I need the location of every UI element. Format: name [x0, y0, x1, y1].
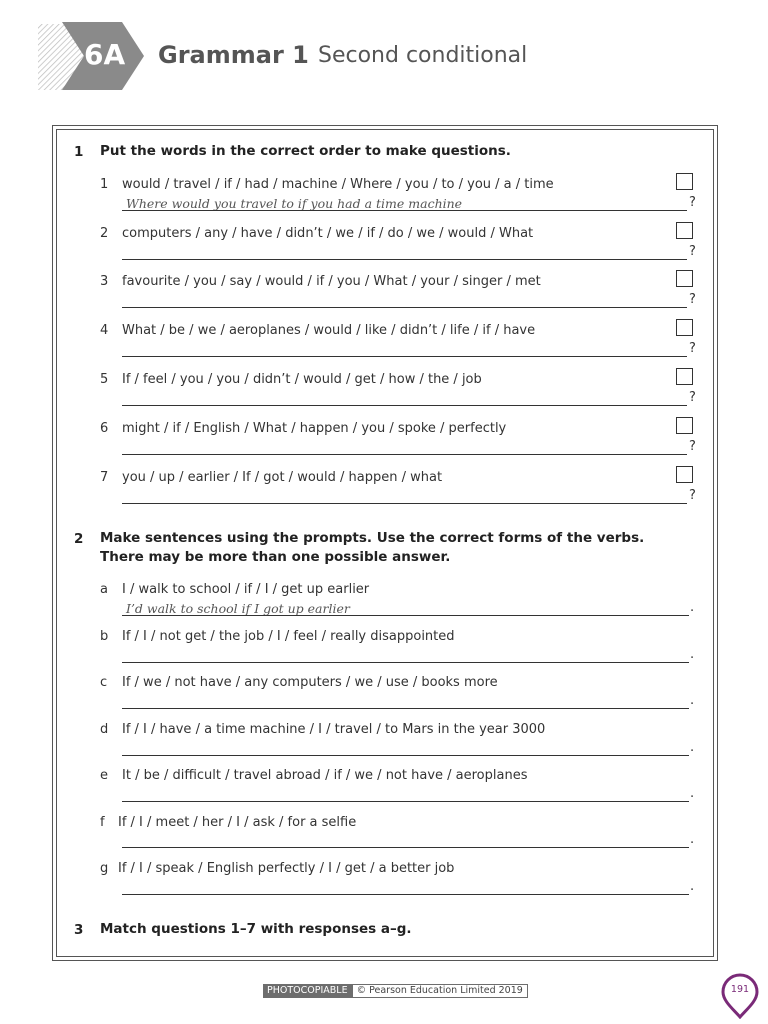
- prompt-g-answer-line[interactable]: [122, 894, 689, 895]
- question-6-match-box[interactable]: [676, 417, 693, 434]
- prompt-b-answer-line[interactable]: [122, 662, 689, 663]
- prompt-f-answer-line[interactable]: [122, 847, 689, 848]
- prompt-e-end-mark: .: [690, 786, 695, 801]
- question-2-prompt: computers / any / have / didn’t / we / if / do / we / would / What: [122, 226, 534, 241]
- question-3-number: 3: [100, 274, 109, 289]
- prompt-f-end-mark: .: [690, 832, 695, 847]
- page-marker-icon: [721, 973, 759, 1019]
- exercise-1-number: 1: [74, 144, 84, 160]
- prompt-g-end-mark: .: [690, 879, 695, 894]
- prompt-g-letter: g: [100, 861, 109, 876]
- page-number: 191: [730, 984, 750, 995]
- question-2-number: 2: [100, 226, 109, 241]
- prompt-d-letter: d: [100, 722, 109, 737]
- exercise-3-instruction: Match questions 1–7 with responses a–g.: [100, 921, 412, 937]
- question-5-prompt: If / feel / you / you / didn’t / would / get / how / the / job: [122, 372, 482, 387]
- prompt-e-text: It / be / difficult / travel abroad / if / we / not have / aeroplanes: [122, 768, 528, 783]
- question-7-prompt: you / up / earlier / If / got / would / happen / what: [122, 470, 443, 485]
- question-2-match-box[interactable]: [676, 222, 693, 239]
- prompt-a-answer: I’d walk to school if I got up earlier: [126, 601, 350, 616]
- page-title: Grammar 1: [158, 41, 309, 69]
- question-5-number: 5: [100, 372, 109, 387]
- question-1-match-box[interactable]: [676, 173, 693, 190]
- question-1-answer: Where would you travel to if you had a time machine: [126, 196, 463, 211]
- question-5-match-box[interactable]: [676, 368, 693, 385]
- prompt-b-end-mark: .: [690, 647, 695, 662]
- question-7-number: 7: [100, 470, 109, 485]
- page-subtitle: Second conditional: [318, 43, 528, 68]
- prompt-d-text: If / I / have / a time machine / I / travel / to Mars in the year 3000: [122, 722, 546, 737]
- question-4-match-box[interactable]: [676, 319, 693, 336]
- question-6-end-mark: ?: [689, 439, 696, 454]
- prompt-d-answer-line[interactable]: [122, 755, 689, 756]
- exercise-2-instruction-line-1: Make sentences using the prompts. Use the correct forms of the verbs.: [100, 530, 645, 546]
- question-4-prompt: What / be / we / aeroplanes / would / like / didn’t / life / if / have: [122, 323, 536, 338]
- prompt-a-answer-line[interactable]: [122, 615, 689, 616]
- prompt-d-end-mark: .: [690, 740, 695, 755]
- question-3-prompt: favourite / you / say / would / if / you / What / your / singer / met: [122, 274, 541, 289]
- question-1-answer-line[interactable]: [122, 210, 687, 211]
- prompt-e-letter: e: [100, 768, 108, 783]
- exercise-2-number: 2: [74, 531, 84, 547]
- question-6-number: 6: [100, 421, 109, 436]
- prompt-f-text: If / I / meet / her / I / ask / for a selfie: [118, 815, 357, 830]
- prompt-c-text: If / we / not have / any computers / we / use / books more: [122, 675, 498, 690]
- exercise-2-instruction-line-2: There may be more than one possible answer.: [100, 549, 451, 565]
- prompt-c-end-mark: .: [690, 693, 695, 708]
- question-2-answer-line[interactable]: [122, 259, 687, 260]
- question-7-end-mark: ?: [689, 488, 696, 503]
- prompt-b-letter: b: [100, 629, 109, 644]
- exercise-1-instruction: Put the words in the correct order to make questions.: [100, 143, 511, 159]
- question-4-number: 4: [100, 323, 109, 338]
- prompt-f-letter: f: [100, 815, 105, 830]
- prompt-a-letter: a: [100, 582, 108, 597]
- question-3-end-mark: ?: [689, 292, 696, 307]
- exercise-3-number: 3: [74, 922, 84, 938]
- question-5-answer-line[interactable]: [122, 405, 687, 406]
- question-1-end-mark: ?: [689, 195, 696, 210]
- question-2-end-mark: ?: [689, 244, 696, 259]
- question-5-end-mark: ?: [689, 390, 696, 405]
- prompt-c-letter: c: [100, 675, 108, 690]
- prompt-a-end-mark: .: [690, 600, 695, 615]
- prompt-a-text: I / walk to school / if / I / get up earlier: [122, 582, 370, 597]
- question-4-end-mark: ?: [689, 341, 696, 356]
- unit-code: 6A: [84, 38, 126, 71]
- prompt-b-text: If / I / not get / the job / I / feel / really disappointed: [122, 629, 455, 644]
- question-3-answer-line[interactable]: [122, 307, 687, 308]
- question-7-match-box[interactable]: [676, 466, 693, 483]
- prompt-e-answer-line[interactable]: [122, 801, 689, 802]
- prompt-c-answer-line[interactable]: [122, 708, 689, 709]
- question-6-answer-line[interactable]: [122, 454, 687, 455]
- question-1-number: 1: [100, 177, 109, 192]
- question-4-answer-line[interactable]: [122, 356, 687, 357]
- question-1-prompt: would / travel / if / had / machine / Where / you / to / you / a / time: [122, 177, 554, 192]
- photocopiable-badge: PHOTOCOPIABLE: [263, 984, 352, 998]
- question-6-prompt: might / if / English / What / happen / you / spoke / perfectly: [122, 421, 507, 436]
- question-3-match-box[interactable]: [676, 270, 693, 287]
- copyright-notice: © Pearson Education Limited 2019: [352, 984, 528, 998]
- prompt-g-text: If / I / speak / English perfectly / I / get / a better job: [118, 861, 455, 876]
- question-7-answer-line[interactable]: [122, 503, 687, 504]
- footer: [263, 984, 528, 998]
